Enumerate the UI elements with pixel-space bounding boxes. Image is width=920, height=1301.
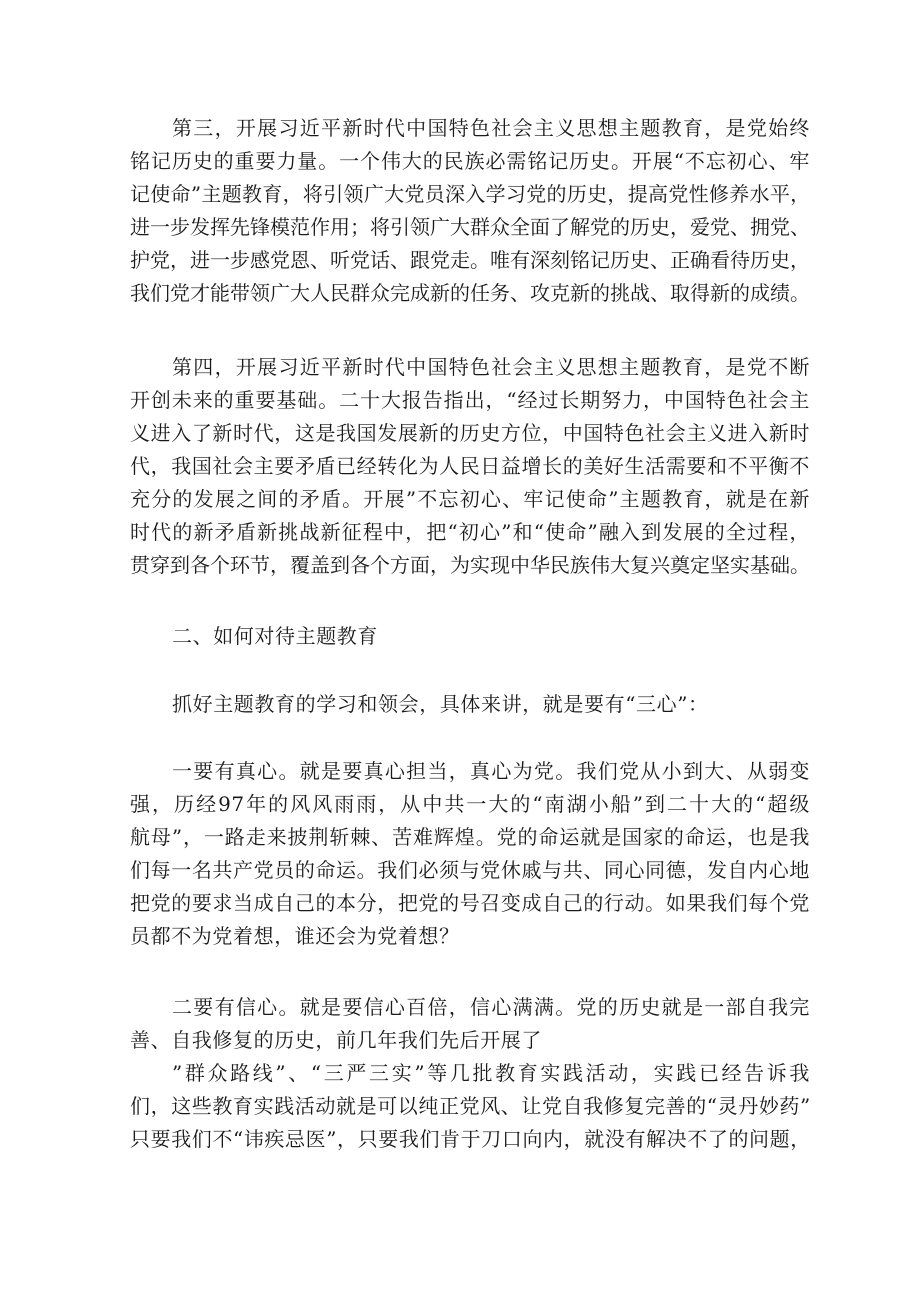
- text-line: 把党的要求当成自己的本分，把党的号召变成自己的行动。如果我们每个党: [130, 891, 810, 915]
- text-line: 员都不为党着想，谁还会为党着想？: [130, 924, 460, 948]
- text-line: 我们党才能带领广大人民群众完成新的任务、攻克新的挑战、取得新的成绩。: [130, 281, 810, 305]
- text-line: 航母”，一路走来披荆斩棘、苦难辉煌。党的命运就是国家的命运，也是我: [130, 825, 810, 849]
- text-line: 一要有真心。就是要真心担当，真心为党。我们党从小到大、从弱变: [172, 759, 810, 783]
- text-line: 们，这些教育实践活动就是可以纯正党风、让党自我修复完善的“灵丹妙药”: [130, 1094, 811, 1118]
- text-line: 代，我国社会主要矛盾已经转化为人民日益增长的美好生活需要和不平衡不: [130, 454, 810, 478]
- section-heading-text: 二、如何对待主题教育: [172, 624, 378, 648]
- section-heading: [130, 620, 810, 653]
- paragraph-xinxin: [130, 991, 810, 1156]
- text-line: 第三，开展习近平新时代中国特色社会主义思想主题教育，是党始终: [172, 116, 810, 140]
- text-line: 善、自我修复的历史，前几年我们先后开展了: [130, 1028, 542, 1052]
- text-line: 第四，开展习近平新时代中国特色社会主义思想主题教育，是党不断: [172, 355, 810, 379]
- text-line: 进一步发挥先锋模范作用；将引领广大群众全面了解党的历史，爱党、拥党、: [130, 215, 810, 239]
- text-line: 开创未来的重要基础。二十大报告指出，“经过长期努力，中国特色社会主: [130, 388, 810, 412]
- text-line: 强，历经97年的风风雨雨，从中共一大的“南湖小船”到二十大的“超级: [130, 792, 810, 816]
- text-line: 们每一名共产党员的命运。我们必须与党休戚与共、同心同德，发自内心地: [130, 858, 810, 882]
- text-line: 义进入了新时代，这是我国发展新的历史方位，中国特色社会主义进入新时: [130, 421, 810, 445]
- text-line: 充分的发展之间的矛盾。开展”不忘初心、牢记使命”主题教育，就是在新: [130, 487, 810, 511]
- paragraph-third-point: [130, 112, 810, 310]
- text-line: 只要我们不“讳疾忌医”，只要我们肯于刀口向内，就没有解决不了的问题，: [130, 1127, 811, 1151]
- text-line: ”群众路线”、“三严三实”等几批教育实践活动，实践已经告诉我: [172, 1061, 810, 1085]
- paragraph-fourth-point: [130, 351, 810, 582]
- paragraph-intro: [130, 688, 810, 721]
- text-line: 二要有信心。就是要信心百倍，信心满满。党的历史就是一部自我完: [172, 995, 810, 1019]
- text-line: 护党，进一步感党恩、听党话、跟党走。唯有深刻铭记历史、正确看待历史，: [130, 248, 810, 272]
- text-line: 铭记历史的重要力量。一个伟大的民族必需铭记历史。开展“不忘初心、牢: [130, 149, 810, 173]
- text-line: 抓好主题教育的学习和领会，具体来讲，就是要有“三心”：: [172, 692, 709, 716]
- paragraph-zhenxin: [130, 755, 810, 953]
- text-line: 时代的新矛盾新挑战新征程中，把“初心”和“使命”融入到发展的全过程，: [130, 520, 810, 544]
- text-line: 贯穿到各个环节，覆盖到各个方面，为实现中华民族伟大复兴奠定坚实基础。: [130, 553, 810, 577]
- text-line: 记使命”主题教育，将引领广大党员深入学习党的历史，提高党性修养水平，: [130, 182, 811, 206]
